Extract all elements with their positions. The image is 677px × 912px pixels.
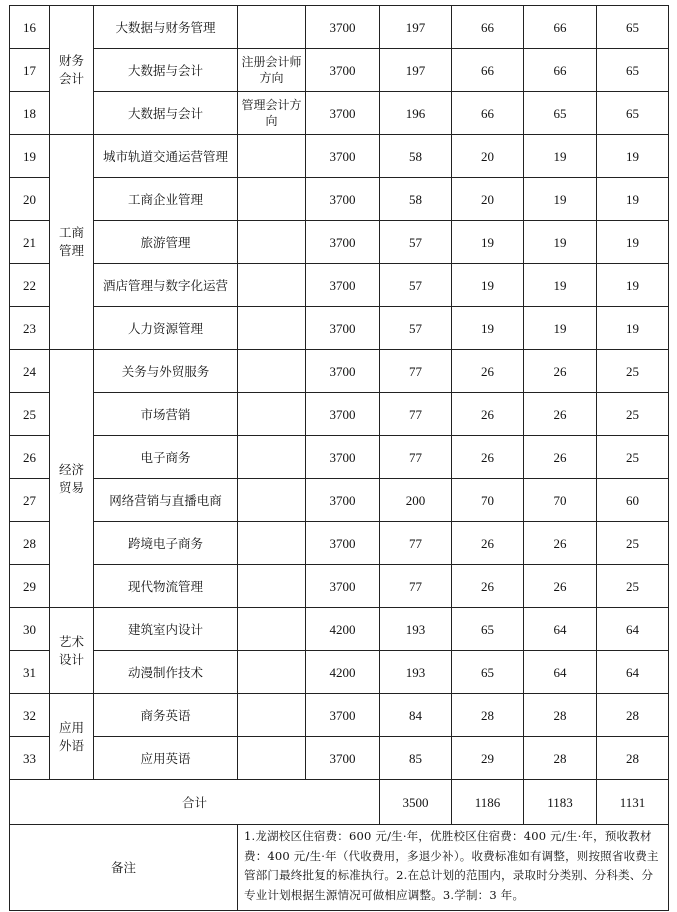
total-col-1: 1186	[452, 780, 524, 825]
plan-total: 77	[380, 565, 452, 608]
plan-col-3: 19	[597, 307, 669, 350]
plan-col-2: 65	[524, 92, 597, 135]
major-name: 城市轨道交通运营管理	[94, 135, 238, 178]
plan-col-2: 70	[524, 479, 597, 522]
plan-col-2: 26	[524, 393, 597, 436]
tuition-fee: 3700	[306, 221, 380, 264]
plan-col-1: 19	[452, 221, 524, 264]
tuition-fee: 4200	[306, 651, 380, 694]
plan-total: 77	[380, 436, 452, 479]
table-row	[10, 307, 669, 350]
tuition-fee: 3700	[306, 479, 380, 522]
tuition-fee: 3700	[306, 350, 380, 393]
plan-col-3: 25	[597, 522, 669, 565]
plan-total: 193	[380, 608, 452, 651]
row-number: 28	[10, 522, 50, 565]
plan-col-1: 70	[452, 479, 524, 522]
plan-total: 84	[380, 694, 452, 737]
plan-col-2: 19	[524, 264, 597, 307]
direction-cell	[238, 479, 306, 522]
plan-col-2: 28	[524, 694, 597, 737]
plan-col-2: 26	[524, 522, 597, 565]
major-name: 酒店管理与数字化运营	[94, 264, 238, 307]
major-name: 工商企业管理	[94, 178, 238, 221]
plan-col-2: 66	[524, 6, 597, 49]
tuition-fee: 3700	[306, 436, 380, 479]
table-row	[10, 135, 669, 178]
direction-cell	[238, 6, 306, 49]
plan-col-3: 19	[597, 135, 669, 178]
tuition-fee: 3700	[306, 565, 380, 608]
row-number: 20	[10, 178, 50, 221]
direction-cell: 注册会计师方向	[238, 49, 306, 92]
plan-col-3: 60	[597, 479, 669, 522]
plan-col-2: 19	[524, 221, 597, 264]
remark-text: 1.龙湖校区住宿费：600 元/生·年，优胜校区住宿费：400 元/生·年，预收教材费：400 元/生·年（代收费用，多退少补）。收费标准如有调整，则按照省收费主管部门最终批复的标准执行。2.在总计划的范围内，录取时分类别、分科类、分专业计划根据生源情况可做相应调整。3.学制：3 年。	[238, 825, 669, 911]
major-name: 现代物流管理	[94, 565, 238, 608]
row-number: 22	[10, 264, 50, 307]
major-name: 应用英语	[94, 737, 238, 780]
row-number: 27	[10, 479, 50, 522]
category-cell: 经济贸易	[50, 350, 94, 608]
major-name: 建筑室内设计	[94, 608, 238, 651]
major-name: 大数据与财务管理	[94, 6, 238, 49]
plan-col-3: 65	[597, 6, 669, 49]
table-row	[10, 264, 669, 307]
major-name: 市场营销	[94, 393, 238, 436]
plan-total: 197	[380, 6, 452, 49]
tuition-fee: 3700	[306, 522, 380, 565]
plan-col-1: 26	[452, 393, 524, 436]
plan-col-3: 64	[597, 608, 669, 651]
tuition-fee: 3700	[306, 92, 380, 135]
plan-total: 193	[380, 651, 452, 694]
plan-col-2: 19	[524, 135, 597, 178]
plan-total: 57	[380, 221, 452, 264]
category-cell: 艺术设计	[50, 608, 94, 694]
plan-col-3: 25	[597, 436, 669, 479]
table-row	[10, 565, 669, 608]
plan-col-1: 66	[452, 6, 524, 49]
total-plan: 3500	[380, 780, 452, 825]
plan-col-3: 25	[597, 565, 669, 608]
plan-col-2: 19	[524, 178, 597, 221]
major-name: 大数据与会计	[94, 49, 238, 92]
plan-col-2: 28	[524, 737, 597, 780]
major-name: 关务与外贸服务	[94, 350, 238, 393]
direction-cell	[238, 694, 306, 737]
direction-cell	[238, 350, 306, 393]
plan-col-1: 29	[452, 737, 524, 780]
tuition-fee: 3700	[306, 49, 380, 92]
tuition-fee: 3700	[306, 737, 380, 780]
row-number: 19	[10, 135, 50, 178]
plan-col-1: 26	[452, 350, 524, 393]
plan-col-3: 19	[597, 264, 669, 307]
major-name: 商务英语	[94, 694, 238, 737]
table-row	[10, 694, 669, 737]
tuition-fee: 4200	[306, 608, 380, 651]
plan-col-1: 66	[452, 92, 524, 135]
row-number: 30	[10, 608, 50, 651]
plan-col-1: 20	[452, 178, 524, 221]
major-name: 人力资源管理	[94, 307, 238, 350]
direction-cell: 管理会计方向	[238, 92, 306, 135]
table-row	[10, 350, 669, 393]
tuition-fee: 3700	[306, 178, 380, 221]
plan-total: 58	[380, 178, 452, 221]
row-number: 32	[10, 694, 50, 737]
plan-total: 85	[380, 737, 452, 780]
direction-cell	[238, 436, 306, 479]
tuition-fee: 3700	[306, 135, 380, 178]
category-cell: 财务会计	[50, 6, 94, 135]
plan-col-1: 66	[452, 49, 524, 92]
plan-col-2: 19	[524, 307, 597, 350]
direction-cell	[238, 135, 306, 178]
row-number: 33	[10, 737, 50, 780]
direction-cell	[238, 393, 306, 436]
row-number: 29	[10, 565, 50, 608]
plan-col-1: 65	[452, 608, 524, 651]
plan-col-2: 64	[524, 651, 597, 694]
table-row	[10, 221, 669, 264]
total-label: 合计	[10, 780, 380, 825]
plan-col-3: 19	[597, 221, 669, 264]
row-number: 31	[10, 651, 50, 694]
plan-col-3: 25	[597, 393, 669, 436]
plan-total: 197	[380, 49, 452, 92]
direction-cell	[238, 608, 306, 651]
direction-cell	[238, 522, 306, 565]
tuition-fee: 3700	[306, 393, 380, 436]
plan-col-3: 65	[597, 92, 669, 135]
table-row	[10, 92, 669, 135]
tuition-fee: 3700	[306, 264, 380, 307]
plan-total: 196	[380, 92, 452, 135]
plan-col-3: 64	[597, 651, 669, 694]
remark-row	[10, 825, 669, 911]
row-number: 24	[10, 350, 50, 393]
table-row	[10, 436, 669, 479]
major-name: 电子商务	[94, 436, 238, 479]
plan-total: 77	[380, 350, 452, 393]
enrollment-plan-table	[9, 5, 669, 911]
row-number: 26	[10, 436, 50, 479]
direction-cell	[238, 651, 306, 694]
table-row	[10, 49, 669, 92]
direction-cell	[238, 178, 306, 221]
plan-col-2: 26	[524, 565, 597, 608]
total-row	[10, 780, 669, 825]
row-number: 25	[10, 393, 50, 436]
plan-total: 57	[380, 264, 452, 307]
total-col-2: 1183	[524, 780, 597, 825]
table-row	[10, 6, 669, 49]
plan-col-3: 65	[597, 49, 669, 92]
plan-total: 200	[380, 479, 452, 522]
plan-col-1: 19	[452, 307, 524, 350]
plan-total: 77	[380, 522, 452, 565]
direction-cell	[238, 264, 306, 307]
plan-col-1: 26	[452, 565, 524, 608]
plan-col-1: 26	[452, 522, 524, 565]
row-number: 18	[10, 92, 50, 135]
plan-col-3: 25	[597, 350, 669, 393]
enrollment-plan-table-page	[9, 5, 668, 907]
category-cell: 应用外语	[50, 694, 94, 780]
table-row	[10, 479, 669, 522]
major-name: 跨境电子商务	[94, 522, 238, 565]
plan-col-2: 64	[524, 608, 597, 651]
plan-col-1: 65	[452, 651, 524, 694]
plan-col-1: 28	[452, 694, 524, 737]
table-row	[10, 393, 669, 436]
major-name: 动漫制作技术	[94, 651, 238, 694]
plan-col-1: 19	[452, 264, 524, 307]
plan-col-3: 19	[597, 178, 669, 221]
table-row	[10, 178, 669, 221]
plan-col-2: 26	[524, 436, 597, 479]
plan-col-1: 20	[452, 135, 524, 178]
major-name: 旅游管理	[94, 221, 238, 264]
plan-col-2: 66	[524, 49, 597, 92]
major-name: 大数据与会计	[94, 92, 238, 135]
plan-total: 77	[380, 393, 452, 436]
plan-col-2: 26	[524, 350, 597, 393]
table-row	[10, 522, 669, 565]
row-number: 17	[10, 49, 50, 92]
plan-col-1: 26	[452, 436, 524, 479]
tuition-fee: 3700	[306, 6, 380, 49]
direction-cell	[238, 565, 306, 608]
remark-label: 备注	[10, 825, 238, 911]
category-cell: 工商管理	[50, 135, 94, 350]
tuition-fee: 3700	[306, 694, 380, 737]
total-col-3: 1131	[597, 780, 669, 825]
direction-cell	[238, 737, 306, 780]
table-row	[10, 737, 669, 780]
plan-col-3: 28	[597, 737, 669, 780]
row-number: 21	[10, 221, 50, 264]
tuition-fee: 3700	[306, 307, 380, 350]
table-row	[10, 608, 669, 651]
direction-cell	[238, 221, 306, 264]
row-number: 16	[10, 6, 50, 49]
direction-cell	[238, 307, 306, 350]
major-name: 网络营销与直播电商	[94, 479, 238, 522]
plan-total: 57	[380, 307, 452, 350]
table-row	[10, 651, 669, 694]
plan-total: 58	[380, 135, 452, 178]
plan-col-3: 28	[597, 694, 669, 737]
row-number: 23	[10, 307, 50, 350]
